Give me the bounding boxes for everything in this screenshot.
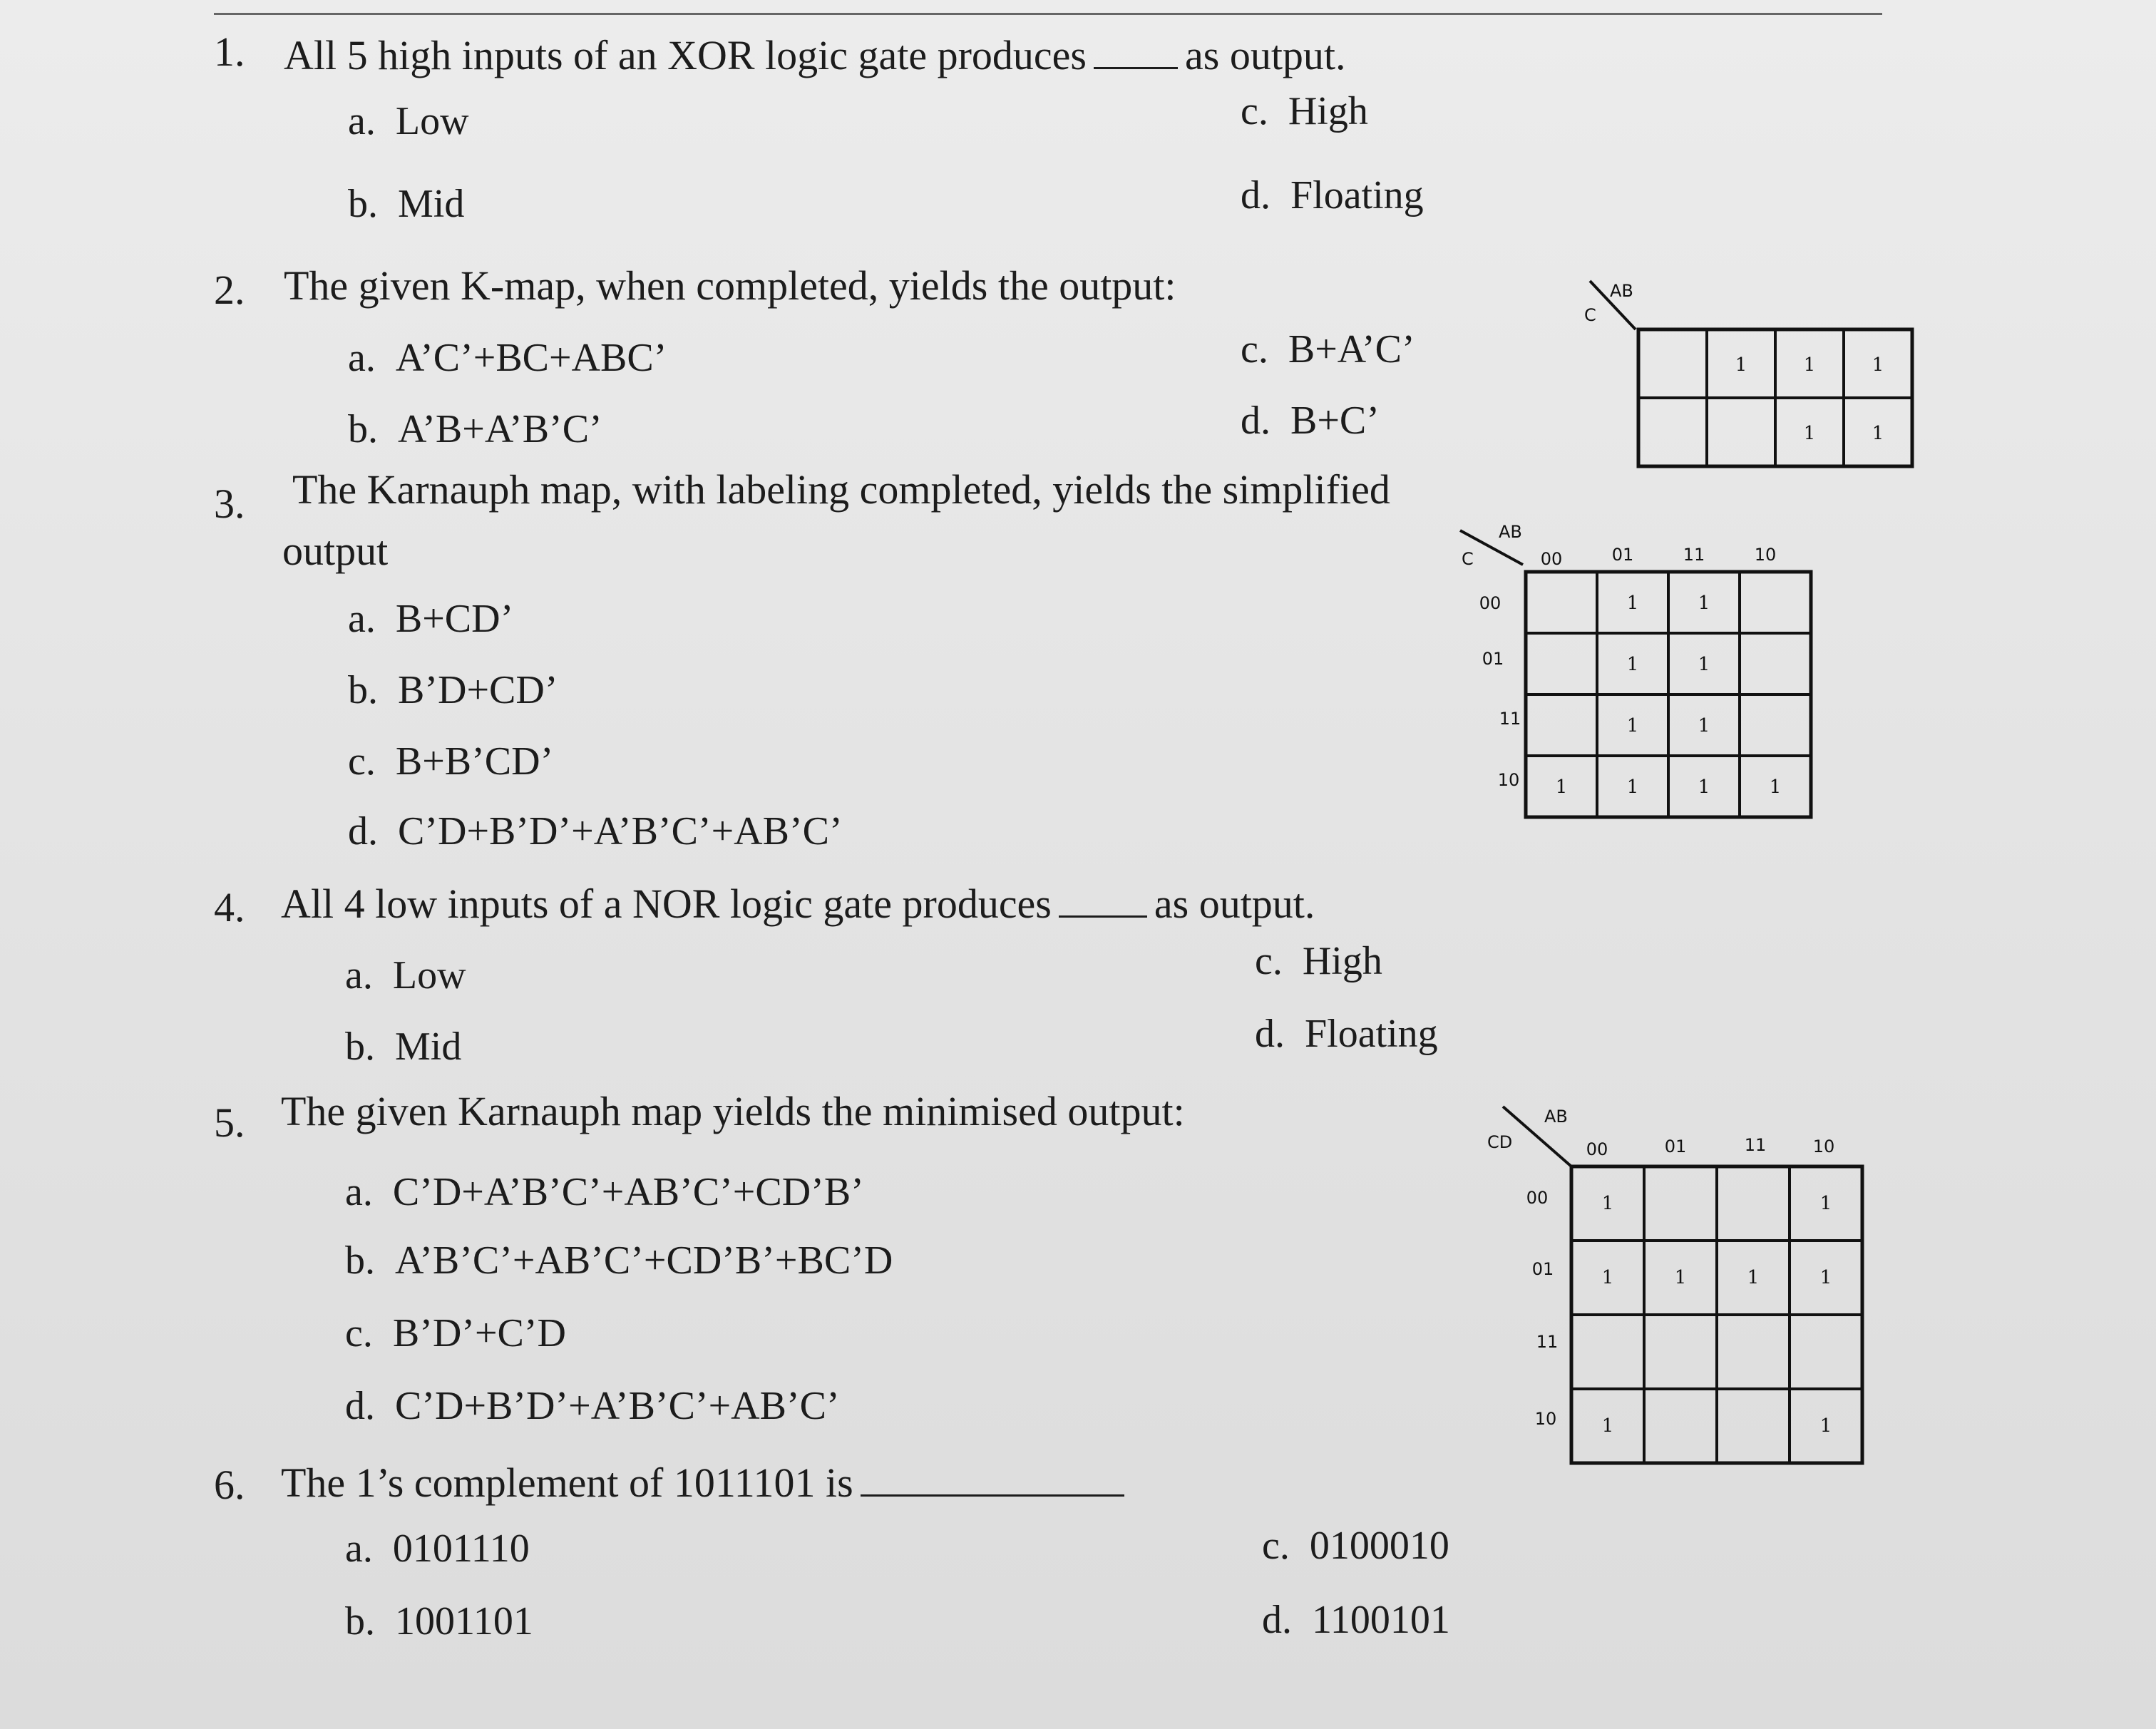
option-letter: b. — [348, 407, 378, 451]
option-letter: a. — [348, 336, 376, 380]
option-letter: d. — [1241, 173, 1270, 217]
option-letter: d. — [1241, 399, 1270, 443]
kmap-svg — [1483, 1098, 1868, 1469]
answer-blank[interactable] — [1094, 30, 1178, 69]
option-letter: b. — [348, 182, 378, 226]
kmap-question-3 — [1454, 520, 1825, 816]
option-letter: d. — [345, 1384, 375, 1428]
kmap-corner-side: CD — [1487, 1132, 1513, 1152]
question-stem-line2: output — [282, 528, 389, 574]
kmap-svg — [1576, 271, 1884, 471]
kmap-row-label: 10 — [1497, 770, 1520, 790]
option-text: B+B’CD’ — [395, 739, 554, 784]
question-stem — [284, 30, 1346, 76]
option-text: High — [1302, 939, 1382, 983]
stem-after-text: as output. — [1154, 881, 1315, 927]
option-b[interactable] — [348, 409, 602, 449]
option-letter: a. — [345, 953, 373, 997]
top-rule — [214, 13, 1882, 15]
question-number: 6. — [214, 1462, 245, 1508]
option-text: Floating — [1290, 173, 1424, 217]
option-c[interactable] — [345, 1313, 566, 1353]
option-c[interactable] — [1262, 1526, 1449, 1566]
question-stem — [281, 1457, 1131, 1504]
question-number: 3. — [214, 481, 245, 527]
answer-blank[interactable] — [1059, 878, 1147, 918]
option-letter: c. — [348, 739, 376, 784]
option-text: B’D’+C’D — [392, 1311, 566, 1355]
option-text: A’B+A’B’C’ — [398, 407, 602, 451]
kmap-cell: 1 — [1626, 592, 1639, 614]
option-b[interactable] — [345, 1238, 893, 1283]
option-d[interactable] — [345, 1386, 840, 1426]
option-letter: d. — [1262, 1598, 1292, 1642]
kmap-cell: 1 — [1674, 1267, 1687, 1288]
option-text: Mid — [395, 1025, 462, 1069]
stem-after-text: as output. — [1185, 32, 1346, 78]
kmap-cell: 1 — [1698, 592, 1710, 614]
kmap-cell: 1 — [1626, 715, 1639, 737]
option-letter: b. — [345, 1025, 375, 1069]
kmap-question-2 — [1576, 271, 1884, 474]
kmap-corner-top: AB — [1499, 522, 1522, 542]
option-letter: d. — [1255, 1012, 1285, 1056]
kmap-cell: 1 — [1735, 354, 1747, 376]
option-c[interactable] — [1255, 941, 1382, 981]
option-b[interactable] — [348, 184, 464, 224]
kmap-column-label: 11 — [1744, 1135, 1767, 1155]
kmap-row-label: 01 — [1531, 1259, 1554, 1279]
kmap-column-label: 00 — [1540, 549, 1563, 569]
option-text: A’B’C’+AB’C’+CD’B’+BC’D — [395, 1238, 893, 1283]
option-letter: a. — [348, 99, 376, 143]
option-c[interactable] — [1241, 91, 1368, 131]
answer-blank[interactable] — [861, 1457, 1124, 1497]
option-text: Low — [392, 953, 466, 997]
kmap-cell: 1 — [1698, 715, 1710, 737]
kmap-row-label: 10 — [1534, 1409, 1557, 1429]
kmap-row-label: 00 — [1526, 1188, 1549, 1208]
kmap-cell: 1 — [1698, 776, 1710, 798]
kmap-cell: 1 — [1769, 776, 1782, 798]
kmap-cell: 1 — [1803, 354, 1816, 376]
option-text: High — [1288, 89, 1368, 133]
kmap-column-label: 01 — [1664, 1137, 1687, 1156]
option-letter: c. — [1241, 327, 1268, 371]
option-letter: c. — [1255, 939, 1283, 983]
option-letter: b. — [345, 1599, 375, 1643]
kmap-cell: 1 — [1601, 1193, 1614, 1214]
kmap-cell: 1 — [1698, 654, 1710, 675]
kmap-cell: 1 — [1626, 776, 1639, 798]
option-b[interactable] — [345, 1027, 461, 1067]
kmap-cell: 1 — [1601, 1267, 1614, 1288]
option-d[interactable] — [1241, 175, 1424, 215]
kmap-row-label: 00 — [1479, 593, 1502, 613]
option-text: B’D+CD’ — [398, 668, 558, 712]
kmap-corner-side: C — [1462, 549, 1474, 569]
kmap-grid — [1526, 572, 1811, 817]
kmap-cell: 1 — [1626, 654, 1639, 675]
kmap-row-label: 11 — [1499, 709, 1521, 729]
stem-text: All 4 low inputs of a NOR logic gate produces — [281, 881, 1052, 927]
question-stem: The given Karnauph map yields the minimised output: — [281, 1088, 1185, 1134]
kmap-cell: 1 — [1872, 354, 1884, 376]
option-text: A’C’+BC+ABC’ — [395, 336, 667, 380]
option-c[interactable] — [348, 739, 554, 784]
kmap-grid — [1638, 329, 1912, 466]
option-d[interactable] — [1262, 1600, 1450, 1640]
option-a[interactable] — [345, 955, 466, 995]
kmap-cell: 1 — [1872, 423, 1884, 444]
kmap-column-label: 00 — [1586, 1139, 1608, 1159]
kmap-column-label: 01 — [1611, 545, 1634, 565]
option-b[interactable] — [348, 670, 558, 710]
option-text: 0100010 — [1309, 1524, 1449, 1568]
option-text: B+A’C’ — [1288, 327, 1415, 371]
option-text: Floating — [1305, 1012, 1438, 1056]
option-text: C’D+B’D’+A’B’C’+AB’C’ — [398, 809, 843, 853]
kmap-cell: 1 — [1601, 1415, 1614, 1437]
kmap-svg — [1454, 520, 1825, 813]
option-letter: c. — [1262, 1524, 1290, 1568]
option-a[interactable] — [348, 101, 469, 141]
kmap-cell: 1 — [1747, 1267, 1760, 1288]
option-d[interactable] — [1255, 1014, 1438, 1054]
option-letter: b. — [348, 668, 378, 712]
option-a[interactable] — [345, 1172, 864, 1212]
option-text: 1100101 — [1312, 1598, 1450, 1642]
kmap-cell: 1 — [1819, 1267, 1832, 1288]
kmap-grid — [1571, 1166, 1862, 1463]
question-number: 5. — [214, 1099, 245, 1146]
kmap-row-label: 11 — [1536, 1332, 1559, 1352]
option-letter: d. — [348, 809, 378, 853]
kmap-cell: 1 — [1555, 776, 1568, 798]
question-number: 4. — [214, 884, 245, 930]
option-a[interactable] — [348, 599, 513, 639]
question-number: 2. — [214, 267, 245, 313]
question-stem-line1: The Karnauph map, with labeling completed, yields the simplified — [292, 466, 1390, 513]
kmap-cell: 1 — [1819, 1415, 1832, 1437]
option-text: 0101110 — [392, 1527, 530, 1571]
kmap-cell: 1 — [1819, 1193, 1832, 1214]
option-d[interactable] — [1241, 401, 1380, 441]
kmap-row-label: 01 — [1482, 649, 1504, 669]
question-stem: The given K-map, when completed, yields the output: — [284, 262, 1176, 309]
option-text: B+C’ — [1290, 399, 1380, 443]
stem-text: The 1’s complement of 1011101 is — [281, 1459, 853, 1506]
stem-text: All 5 high inputs of an XOR logic gate produces — [284, 32, 1087, 78]
option-text: B+CD’ — [395, 597, 514, 641]
kmap-question-5 — [1483, 1098, 1868, 1472]
option-letter: b. — [345, 1238, 375, 1283]
kmap-corner-side: C — [1584, 305, 1596, 325]
option-text: 1001101 — [395, 1599, 533, 1643]
option-b[interactable] — [345, 1601, 533, 1641]
kmap-column-label: 10 — [1754, 545, 1777, 565]
option-letter: a. — [345, 1527, 373, 1571]
option-letter: c. — [345, 1311, 373, 1355]
option-text: C’D+A’B’C’+AB’C’+CD’B’ — [392, 1170, 864, 1214]
option-a[interactable] — [348, 338, 667, 378]
option-a[interactable] — [345, 1529, 530, 1569]
option-c[interactable] — [1241, 329, 1415, 369]
option-text: Mid — [398, 182, 465, 226]
option-d[interactable] — [348, 811, 843, 851]
kmap-corner-top: AB — [1610, 281, 1633, 301]
option-letter: c. — [1241, 89, 1268, 133]
question-stem — [281, 878, 1315, 925]
kmap-corner-top: AB — [1544, 1107, 1568, 1127]
option-letter: a. — [348, 597, 376, 641]
kmap-cell: 1 — [1803, 423, 1816, 444]
option-text: C’D+B’D’+A’B’C’+AB’C’ — [395, 1384, 840, 1428]
kmap-column-label: 10 — [1812, 1137, 1835, 1156]
question-number: 1. — [214, 29, 245, 75]
kmap-column-label: 11 — [1683, 545, 1705, 565]
option-text: Low — [395, 99, 469, 143]
option-letter: a. — [345, 1170, 373, 1214]
